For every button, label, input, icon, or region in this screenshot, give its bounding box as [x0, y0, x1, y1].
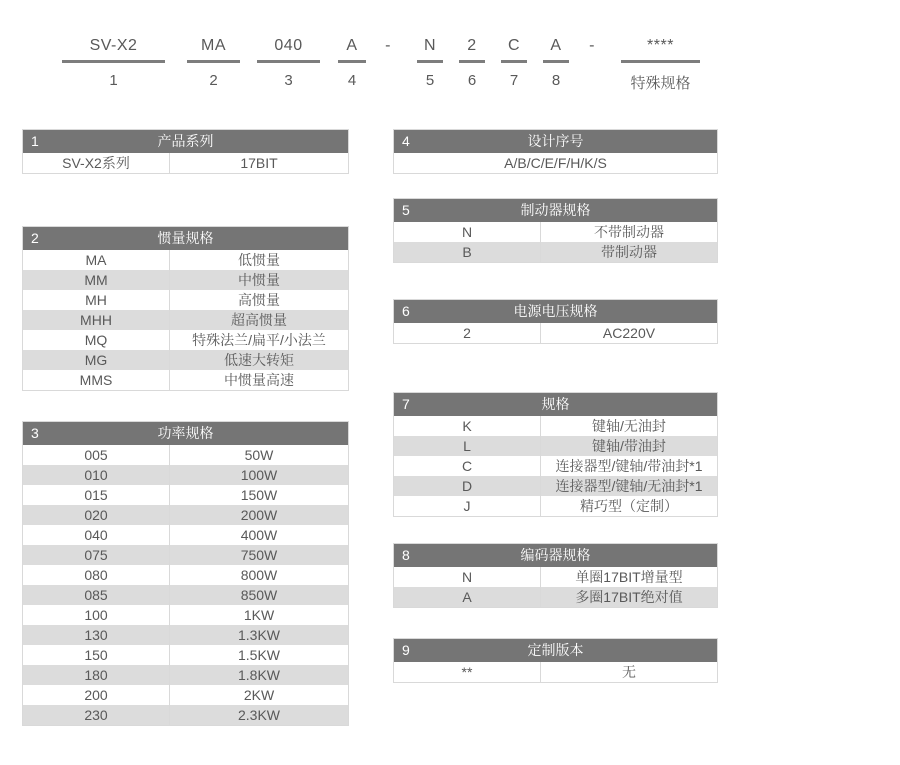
table-cell-code: 040: [23, 525, 170, 545]
spec-table-4: [393, 129, 718, 174]
table-row: [23, 310, 348, 330]
table-row: [23, 585, 348, 605]
table-cell-description: 无: [622, 664, 636, 680]
table-cell-code: MH: [23, 290, 170, 310]
table-number-badge: 7: [402, 396, 410, 412]
model-code-segment: [338, 34, 366, 89]
table-number-badge: 3: [31, 425, 39, 441]
spec-table-7: [393, 392, 718, 517]
table-header: [394, 639, 717, 662]
table-cell-description: 连接器型/键轴/无油封*1: [555, 478, 703, 494]
table-number-badge: 6: [402, 303, 410, 319]
table-cell-code: MMS: [23, 370, 170, 390]
table-cell-code: MQ: [23, 330, 170, 350]
code-underline: [338, 60, 366, 63]
table-number-badge: 9: [402, 642, 410, 658]
table-cell-description: 200W: [240, 507, 278, 523]
model-code-segment: [187, 34, 240, 89]
table-cell-description: 800W: [240, 567, 278, 583]
table-title: 设计序号: [527, 133, 584, 149]
table-cell-code: 010: [23, 465, 170, 485]
table-cell-code: 230: [23, 705, 170, 725]
table-row: [23, 153, 348, 173]
table-row: [23, 565, 348, 585]
table-cell-code: B: [394, 242, 541, 262]
table-cell-description: 50W: [244, 447, 274, 463]
table-cell-code: MG: [23, 350, 170, 370]
table-row: [23, 370, 348, 390]
table-cell-code: **: [394, 662, 541, 682]
table-cell-description: 850W: [240, 587, 278, 603]
table-cell-code: L: [394, 436, 541, 456]
table-cell-description: 1KW: [243, 607, 275, 623]
table-cell-description: 高惯量: [238, 292, 280, 308]
code-text: -: [385, 37, 391, 54]
model-code-segment: [543, 34, 569, 89]
table-cell-code: MHH: [23, 310, 170, 330]
table-header: [394, 300, 717, 323]
code-position-number: 2: [209, 72, 218, 89]
code-separator-dash: [584, 34, 600, 58]
table-cell-description: 1.8KW: [237, 667, 280, 683]
table-cell-description: 400W: [240, 527, 278, 543]
table-cell-description: 键轴/无油封: [592, 418, 666, 434]
table-title: 定制版本: [527, 642, 584, 658]
code-text: N: [423, 37, 437, 54]
table-row: [23, 485, 348, 505]
spec-table-5: [393, 198, 718, 263]
table-cell-code: N: [394, 567, 541, 587]
table-cell-code: 085: [23, 585, 170, 605]
table-header: [394, 130, 717, 153]
table-cell-code: SV-X2系列: [23, 153, 170, 173]
table-cell-code: C: [394, 456, 541, 476]
table-row: [23, 665, 348, 685]
spec-table-6: [393, 299, 718, 344]
table-row: [23, 465, 348, 485]
table-title: 惯量规格: [157, 230, 214, 246]
code-underline: [187, 60, 240, 63]
model-code-segment: [501, 34, 527, 89]
table-cell-code: 100: [23, 605, 170, 625]
table-title: 编码器规格: [520, 547, 591, 563]
table-row: [23, 625, 348, 645]
table-row: [394, 436, 717, 456]
code-underline: [501, 60, 527, 63]
table-number-badge: 8: [402, 547, 410, 563]
table-cell-code: A: [394, 587, 541, 607]
table-cell-description: 带制动器: [601, 244, 657, 260]
code-text: C: [507, 37, 521, 54]
table-row: [23, 330, 348, 350]
table-title: 产品系列: [157, 133, 214, 149]
table-cell-code: D: [394, 476, 541, 496]
model-code-segment: [621, 34, 700, 93]
table-cell-description: 2KW: [243, 687, 275, 703]
table-row: [394, 476, 717, 496]
code-position-number: 5: [425, 72, 435, 89]
table-cell-code: 015: [23, 485, 170, 505]
table-cell-description: 2.3KW: [237, 707, 280, 723]
table-cell-code: 150: [23, 645, 170, 665]
model-code-segment: [62, 34, 165, 89]
table-row: [23, 605, 348, 625]
table-number-badge: 4: [402, 133, 410, 149]
table-row: [23, 250, 348, 270]
table-row: [23, 290, 348, 310]
table-row: [394, 567, 717, 587]
table-row: [23, 350, 348, 370]
code-text: SV-X2: [89, 37, 138, 54]
code-text: MA: [201, 37, 226, 54]
table-number-badge: 1: [31, 133, 39, 149]
table-cell-description: 精巧型（定制）: [580, 498, 678, 514]
model-code-segment: [257, 34, 320, 89]
spec-table-1: [22, 129, 349, 174]
table-row: [394, 323, 717, 343]
table-header: [394, 393, 717, 416]
table-cell-code: 075: [23, 545, 170, 565]
table-header: [23, 227, 348, 250]
table-cell-description: 特殊法兰/扁平/小法兰: [192, 332, 326, 348]
table-cell-code: 080: [23, 565, 170, 585]
table-row: [23, 685, 348, 705]
table-cell-description: 连接器型/键轴/带油封*1: [555, 458, 703, 474]
table-header: [23, 422, 348, 445]
table-row: [23, 525, 348, 545]
code-underline: [543, 60, 569, 63]
table-cell-code: J: [394, 496, 541, 516]
code-position-number: 1: [109, 72, 118, 89]
table-row: [23, 705, 348, 725]
table-title: 电源电压规格: [513, 303, 598, 319]
table-cell-code: 180: [23, 665, 170, 685]
code-position-number: 4: [347, 72, 357, 89]
table-header: [394, 544, 717, 567]
code-text: 2: [467, 37, 477, 54]
table-title: 制动器规格: [520, 202, 591, 218]
code-position-number: 特殊规格: [630, 75, 691, 92]
table-cell-code: 020: [23, 505, 170, 525]
table-row: [23, 645, 348, 665]
table-cell-value: A/B/C/E/F/H/K/S: [504, 155, 607, 171]
table-row: [394, 242, 717, 262]
code-position-number: 3: [284, 72, 293, 89]
table-cell-description: 中惯量高速: [224, 372, 294, 388]
code-underline: [62, 60, 165, 63]
code-position-number: 6: [467, 72, 477, 89]
code-text: A: [550, 37, 562, 54]
table-title: 功率规格: [157, 425, 214, 441]
code-underline: [621, 60, 700, 63]
table-row: [23, 270, 348, 290]
table-cell-code: 130: [23, 625, 170, 645]
code-underline: [257, 60, 320, 63]
table-cell-code: 200: [23, 685, 170, 705]
table-cell-code: N: [394, 222, 541, 242]
table-cell-description: 1.3KW: [237, 627, 280, 643]
table-row: [394, 153, 717, 173]
table-cell-description: 不带制动器: [594, 224, 664, 240]
code-text: -: [589, 37, 595, 54]
code-separator-dash: [380, 34, 396, 58]
table-header: [23, 130, 348, 153]
table-number-badge: 2: [31, 230, 39, 246]
table-cell-description: AC220V: [602, 325, 656, 341]
code-text: A: [346, 37, 358, 54]
table-cell-description: 键轴/带油封: [592, 438, 666, 454]
table-number-badge: 5: [402, 202, 410, 218]
table-cell-description: 低速大转矩: [224, 352, 294, 368]
table-cell-description: 17BIT: [240, 155, 278, 171]
table-header: [394, 199, 717, 222]
model-code: [0, 0, 900, 110]
table-row: [394, 222, 717, 242]
table-cell-description: 150W: [240, 487, 278, 503]
table-title: 规格: [541, 396, 570, 412]
table-row: [394, 587, 717, 607]
table-row: [23, 545, 348, 565]
spec-table-8: [393, 543, 718, 608]
table-cell-description: 单圈17BIT增量型: [575, 569, 683, 585]
code-underline: [417, 60, 443, 63]
code-position-number: 8: [551, 72, 561, 89]
table-cell-code: MM: [23, 270, 170, 290]
table-cell-code: K: [394, 416, 541, 436]
table-cell-code: 2: [394, 323, 541, 343]
code-position-number: 7: [509, 72, 519, 89]
table-cell-description: 中惯量: [238, 272, 280, 288]
spec-table-3: [22, 421, 349, 726]
table-row: [394, 496, 717, 516]
spec-table-9: [393, 638, 718, 683]
code-text: ****: [647, 37, 674, 54]
table-row: [394, 662, 717, 682]
table-cell-code: 005: [23, 445, 170, 465]
table-cell-description: 750W: [240, 547, 278, 563]
table-cell-description: 100W: [240, 467, 278, 483]
table-row: [23, 505, 348, 525]
table-row: [23, 445, 348, 465]
model-code-segment: [459, 34, 485, 89]
table-row: [394, 456, 717, 476]
table-row: [394, 416, 717, 436]
table-cell-code: MA: [23, 250, 170, 270]
code-underline: [459, 60, 485, 63]
model-code-segment: [417, 34, 443, 89]
code-text: 040: [274, 37, 303, 54]
table-cell-description: 多圈17BIT绝对值: [575, 589, 683, 605]
table-cell-description: 1.5KW: [237, 647, 280, 663]
table-cell-description: 低惯量: [238, 252, 280, 268]
spec-table-2: [22, 226, 349, 391]
table-cell-description: 超高惯量: [231, 312, 287, 328]
